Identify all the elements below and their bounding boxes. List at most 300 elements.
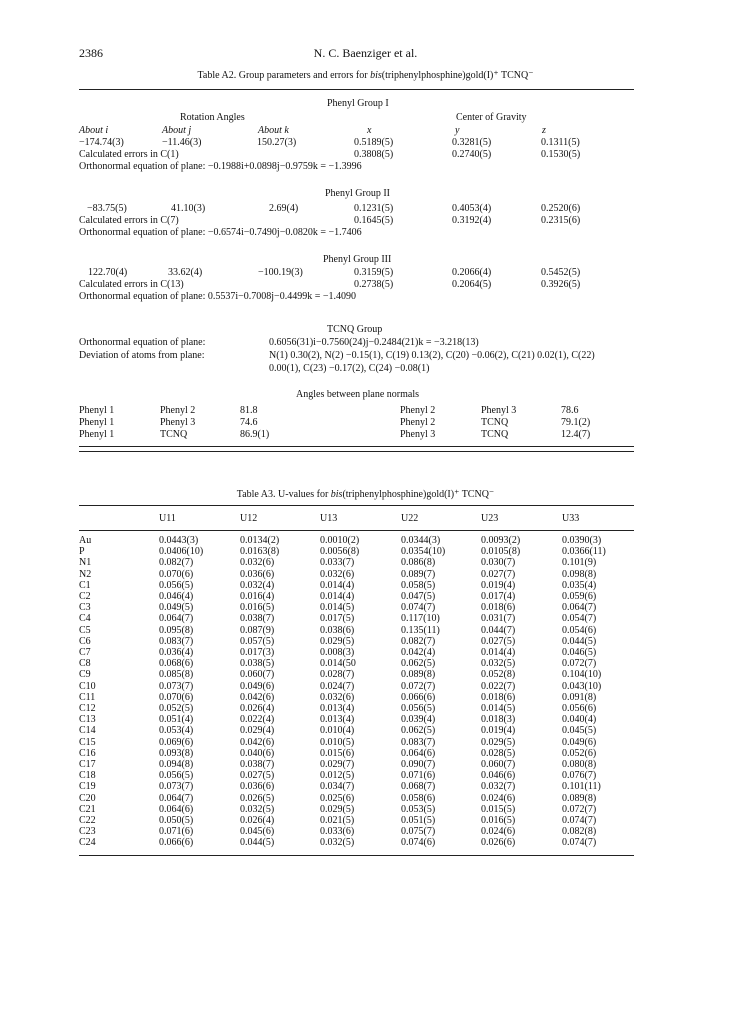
u-value-cell: 0.058(6) [401, 792, 436, 804]
u-value-cell: 0.059(6) [562, 591, 597, 603]
angle-cell-d: Phenyl 3 [481, 405, 517, 416]
u-value-cell: 0.052(6) [562, 747, 597, 759]
u-value-cell: 0.070(6) [159, 568, 194, 580]
u-value-cell: 0.010(5) [320, 736, 355, 748]
u-value-cell: 0.019(4) [481, 725, 516, 737]
u-value-cell: 0.117(10) [401, 613, 440, 625]
u-value-cell: 0.016(5) [240, 602, 275, 614]
u-value-cell: 0.071(6) [159, 826, 194, 838]
u-value-cell: 0.085(8) [159, 669, 194, 681]
u-value-cell: 0.038(7) [240, 613, 275, 625]
table-a3 [79, 535, 634, 849]
u-value-cell: 0.032(5) [481, 658, 516, 670]
u-value-cell: 0.054(6) [562, 624, 597, 636]
column-header: U22 [401, 513, 419, 524]
angle-cell-c: Phenyl 2 [400, 417, 436, 428]
g3-calc-y: 0.2064(5) [452, 279, 492, 290]
u-value-cell: 0.044(5) [562, 635, 597, 647]
atom-label: C12 [79, 703, 96, 715]
u-value-cell: 0.076(7) [562, 770, 597, 782]
angle-cell-w: 78.6 [561, 405, 579, 416]
u-value-cell: 0.064(7) [159, 792, 194, 804]
table-a2-bottom-rule [79, 446, 634, 447]
tcnq-plane-equation: 0.6056(31)i−0.7560(24)j−0.2484(21)k = −3.218(13) [269, 337, 479, 348]
u-value-cell: 0.052(8) [481, 669, 516, 681]
caption-italic: bis [370, 70, 382, 81]
angle-cell-w: 79.1(2) [561, 417, 591, 428]
u-value-cell: 0.0105(8) [481, 546, 521, 558]
angle-cell-a: Phenyl 1 [79, 417, 115, 428]
tcnq-group-title: TCNQ Group [327, 324, 383, 335]
u-value-cell: 0.0344(3) [401, 535, 441, 546]
u-value-cell: 0.046(5) [562, 647, 597, 659]
g2-z: 0.2520(6) [541, 203, 581, 214]
g1-rot-k: 150.27(3) [257, 137, 297, 148]
g1-x: 0.5189(5) [354, 137, 394, 148]
u-value-cell: 0.014(5) [481, 703, 516, 715]
u-value-cell: 0.012(5) [320, 770, 355, 782]
atom-label: C24 [79, 837, 96, 849]
u-value-cell: 0.046(4) [159, 591, 194, 603]
u-value-cell: 0.040(4) [562, 714, 597, 726]
u-value-cell: 0.074(7) [562, 815, 597, 827]
u-value-cell: 0.0354(10) [401, 546, 446, 558]
g3-calc-z: 0.3926(5) [541, 279, 581, 290]
angles-title: Angles between plane normals [296, 389, 420, 400]
u-value-cell: 0.032(6) [240, 557, 275, 569]
u-value-cell: 0.082(8) [562, 826, 597, 838]
atom-label: C7 [79, 647, 91, 659]
u-value-cell: 0.024(6) [481, 792, 516, 804]
u-value-cell: 0.069(6) [159, 736, 194, 748]
u-value-cell: 0.056(5) [159, 579, 194, 591]
u-value-cell: 0.074(7) [401, 602, 436, 614]
u-value-cell: 0.064(7) [159, 613, 194, 625]
u-value-cell: 0.027(7) [481, 568, 516, 580]
u-value-cell: 0.095(8) [159, 624, 194, 636]
u-value-cell: 0.068(6) [159, 658, 194, 670]
table-row [79, 569, 634, 580]
u-value-cell: 0.022(7) [481, 680, 516, 692]
table-row [79, 625, 634, 636]
group3-title: Phenyl Group III [323, 254, 392, 265]
z-header: z [542, 125, 546, 136]
about-j-header: About j [162, 125, 192, 136]
atom-label: P [79, 546, 85, 558]
table-row [79, 580, 634, 591]
g1-calc-z: 0.1530(5) [541, 149, 581, 160]
page-number: 2386 [79, 46, 103, 60]
u-value-cell: 0.074(7) [562, 837, 597, 849]
atom-label: C21 [79, 803, 96, 815]
u-value-cell: 0.060(7) [240, 669, 275, 681]
angle-cell-v: 86.9(1) [240, 429, 270, 440]
u-value-cell: 0.028(7) [320, 669, 355, 681]
u-value-cell: 0.053(4) [159, 725, 194, 737]
u-value-cell: 0.072(7) [401, 680, 436, 692]
u-value-cell: 0.049(5) [159, 602, 194, 614]
atom-label: C17 [79, 759, 96, 771]
table-row [79, 826, 634, 837]
u-value-cell: 0.087(9) [240, 624, 275, 636]
u-value-cell: 0.029(5) [320, 803, 355, 815]
u-value-cell: 0.080(8) [562, 759, 597, 771]
u-value-cell: 0.091(8) [562, 691, 597, 703]
u-value-cell: 0.0056(8) [320, 546, 360, 558]
angle-cell-a: Phenyl 1 [79, 429, 115, 440]
u-value-cell: 0.036(6) [240, 568, 275, 580]
u-value-cell: 0.051(5) [401, 815, 436, 827]
u-value-cell: 0.053(5) [401, 803, 436, 815]
u-value-cell: 0.062(5) [401, 658, 436, 670]
table-row [79, 535, 634, 546]
u-value-cell: 0.056(6) [562, 703, 597, 715]
atom-label: C5 [79, 624, 91, 636]
g2-y: 0.4053(4) [452, 203, 492, 214]
u-value-cell: 0.040(6) [240, 747, 275, 759]
g1-calc-label: Calculated errors in C(1) [79, 149, 179, 160]
u-value-cell: 0.047(5) [401, 591, 436, 603]
y-header: y [455, 125, 460, 136]
atom-label: C6 [79, 635, 91, 647]
u-value-cell: 0.013(4) [320, 703, 355, 715]
u-value-cell: 0.026(6) [481, 837, 516, 849]
u-value-cell: 0.056(5) [159, 770, 194, 782]
angle-cell-a: Phenyl 1 [79, 405, 115, 416]
atom-label: C14 [79, 725, 96, 737]
angle-cell-c: Phenyl 3 [400, 429, 436, 440]
g1-rot-j: −11.46(3) [162, 137, 202, 148]
u-value-cell: 0.049(6) [562, 736, 597, 748]
atom-label: C23 [79, 826, 96, 838]
g3-rot-k: −100.19(3) [258, 267, 303, 278]
u-value-cell: 0.014(4) [320, 591, 355, 603]
table-row [79, 815, 634, 826]
table-row [79, 613, 634, 624]
u-value-cell: 0.051(4) [159, 714, 194, 726]
table-row [79, 703, 634, 714]
table-a3-bottom-rule [79, 855, 634, 856]
u-value-cell: 0.045(6) [240, 826, 275, 838]
u-value-cell: 0.073(7) [159, 680, 194, 692]
u-value-cell: 0.018(3) [481, 714, 516, 726]
u-value-cell: 0.071(6) [401, 770, 436, 782]
tcnq-deviation-line2: 0.00(1), C(23) −0.17(2), C(24) −0.08(1) [269, 363, 430, 374]
u-value-cell: 0.082(7) [401, 635, 436, 647]
u-value-cell: 0.014(4) [320, 579, 355, 591]
g2-calc-label: Calculated errors in C(7) [79, 215, 179, 226]
u-value-cell: 0.019(4) [481, 579, 516, 591]
g2-rot-i: −83.75(5) [87, 203, 127, 214]
u-value-cell: 0.0010(2) [320, 535, 360, 546]
u-value-cell: 0.058(5) [401, 579, 436, 591]
u-value-cell: 0.035(4) [562, 579, 597, 591]
u-value-cell: 0.024(6) [481, 826, 516, 838]
u-value-cell: 0.032(6) [320, 568, 355, 580]
table-row [79, 737, 634, 748]
atom-label: C2 [79, 591, 91, 603]
u-value-cell: 0.013(4) [320, 714, 355, 726]
column-header: U11 [159, 513, 176, 524]
table-row [79, 591, 634, 602]
g1-calc-y: 0.2740(5) [452, 149, 492, 160]
u-value-cell: 0.042(4) [401, 647, 436, 659]
u-value-cell: 0.043(10) [562, 680, 602, 692]
table-row [79, 647, 634, 658]
u-value-cell: 0.033(6) [320, 826, 355, 838]
u-value-cell: 0.024(7) [320, 680, 355, 692]
angle-cell-d: TCNQ [481, 417, 509, 428]
caption-text-end: (triphenylphosphine)gold(I)⁺ TCNQ⁻ [381, 70, 534, 81]
u-value-cell: 0.056(5) [401, 703, 436, 715]
u-value-cell: 0.070(6) [159, 691, 194, 703]
x-header: x [367, 125, 372, 136]
tcnq-deviation-label: Deviation of atoms from plane: [79, 350, 205, 361]
g2-calc-z: 0.2315(6) [541, 215, 581, 226]
u-value-cell: 0.032(4) [240, 579, 275, 591]
g2-plane-equation: Orthonormal equation of plane: −0.6574i−0.7490j−0.0820k = −1.7406 [79, 227, 362, 238]
group2-title: Phenyl Group II [325, 188, 390, 199]
u-value-cell: 0.062(5) [401, 725, 436, 737]
u-value-cell: 0.029(4) [240, 725, 275, 737]
u-value-cell: 0.015(5) [481, 803, 516, 815]
u-value-cell: 0.026(4) [240, 703, 275, 715]
g1-plane-equation: Orthonormal equation of plane: −0.1988i+0.0898j−0.9759k = −1.3996 [79, 161, 362, 172]
u-value-cell: 0.093(8) [159, 747, 194, 759]
table-a2-bottom-rule-2 [79, 451, 634, 452]
angle-cell-c: Phenyl 2 [400, 405, 436, 416]
group1-title: Phenyl Group I [327, 98, 389, 109]
u-value-cell: 0.089(8) [401, 669, 436, 681]
column-header: U13 [320, 513, 338, 524]
column-header: U33 [562, 513, 580, 524]
u-value-cell: 0.083(7) [401, 736, 436, 748]
g3-plane-equation: Orthonormal equation of plane: 0.5537i−0.7008j−0.4499k = −1.4090 [79, 291, 356, 302]
caption-italic: bis [330, 489, 343, 500]
g1-y: 0.3281(5) [452, 137, 492, 148]
g3-calc-x: 0.2738(5) [354, 279, 394, 290]
u-value-cell: 0.075(7) [401, 826, 436, 838]
tcnq-plane-label: Orthonormal equation of plane: [79, 337, 206, 348]
column-header: U23 [481, 513, 499, 524]
u-value-cell: 0.046(6) [481, 770, 516, 782]
u-value-cell: 0.089(7) [401, 568, 436, 580]
atom-label: C20 [79, 792, 96, 804]
u-value-cell: 0.064(7) [562, 602, 597, 614]
u-value-cell: 0.032(5) [320, 837, 355, 849]
u-value-cell: 0.044(5) [240, 837, 275, 849]
u-value-cell: 0.017(5) [320, 613, 355, 625]
caption-text-end: (triphenylphosphine)gold(I)⁺ TCNQ⁻ [342, 489, 495, 500]
atom-label: Au [79, 535, 92, 546]
u-value-cell: 0.049(6) [240, 680, 275, 692]
u-value-cell: 0.016(5) [481, 815, 516, 827]
atom-label: N1 [79, 557, 92, 569]
u-value-cell: 0.014(5) [320, 602, 355, 614]
g2-x: 0.1231(5) [354, 203, 394, 214]
g3-rot-i: 122.70(4) [88, 267, 128, 278]
about-k-header: About k [258, 125, 289, 136]
atom-label: C22 [79, 815, 96, 827]
u-value-cell: 0.072(7) [562, 658, 597, 670]
g3-y: 0.2066(4) [452, 267, 492, 278]
table-a3-header-rule [79, 530, 634, 531]
u-value-cell: 0.008(3) [320, 647, 355, 659]
u-value-cell: 0.038(6) [320, 624, 355, 636]
u-value-cell: 0.0406(10) [159, 546, 204, 558]
u-value-cell: 0.052(5) [159, 703, 194, 715]
angle-cell-v: 81.8 [240, 405, 258, 416]
u-value-cell: 0.026(5) [240, 792, 275, 804]
u-value-cell: 0.018(6) [481, 691, 516, 703]
atom-label: C9 [79, 669, 91, 681]
rotation-angles-heading: Rotation Angles [180, 112, 245, 123]
u-value-cell: 0.014(4) [481, 647, 516, 659]
u-value-cell: 0.072(7) [562, 803, 597, 815]
atom-label: N2 [79, 568, 92, 580]
tcnq-deviation-line1: N(1) 0.30(2), N(2) −0.15(1), C(19) 0.13(2), C(20) −0.06(2), C(21) 0.02(1), C(22) [269, 350, 595, 361]
atom-label: C1 [79, 579, 91, 591]
u-value-cell: 0.135(11) [401, 624, 440, 636]
g3-rot-j: 33.62(4) [168, 267, 203, 278]
u-value-cell: 0.101(11) [562, 781, 601, 793]
u-value-cell: 0.089(8) [562, 792, 597, 804]
atom-label: C19 [79, 781, 96, 793]
u-value-cell: 0.034(7) [320, 781, 355, 793]
u-value-cell: 0.082(7) [159, 557, 194, 569]
u-value-cell: 0.039(4) [401, 714, 436, 726]
column-header: U12 [240, 513, 258, 524]
g2-rot-k: 2.69(4) [269, 203, 299, 214]
u-value-cell: 0.017(3) [240, 647, 275, 659]
u-value-cell: 0.064(6) [159, 803, 194, 815]
atom-label: C3 [79, 602, 91, 614]
table-row [79, 725, 634, 736]
u-value-cell: 0.054(7) [562, 613, 597, 625]
table-row [79, 837, 634, 848]
center-of-gravity-heading: Center of Gravity [456, 112, 527, 123]
u-value-cell: 0.027(5) [240, 770, 275, 782]
u-value-cell: 0.090(7) [401, 759, 436, 771]
u-value-cell: 0.032(6) [320, 691, 355, 703]
u-value-cell: 0.029(7) [320, 759, 355, 771]
g2-calc-y: 0.3192(4) [452, 215, 492, 226]
table-row [79, 692, 634, 703]
u-value-cell: 0.050(5) [159, 815, 194, 827]
u-value-cell: 0.101(9) [562, 557, 597, 569]
table-a2-top-rule [79, 89, 634, 90]
u-value-cell: 0.042(6) [240, 691, 275, 703]
table-row [79, 669, 634, 680]
u-value-cell: 0.025(6) [320, 792, 355, 804]
atom-label: C11 [79, 691, 96, 703]
angle-cell-v: 74.6 [240, 417, 258, 428]
u-value-cell: 0.0366(11) [562, 546, 606, 558]
g3-calc-label: Calculated errors in C(13) [79, 279, 184, 290]
g1-z: 0.1311(5) [541, 137, 580, 148]
g2-calc-x: 0.1645(5) [354, 215, 394, 226]
atom-label: C13 [79, 714, 96, 726]
u-value-cell: 0.0443(3) [159, 535, 199, 546]
u-value-cell: 0.0390(3) [562, 535, 602, 546]
g3-z: 0.5452(5) [541, 267, 581, 278]
u-value-cell: 0.066(6) [159, 837, 194, 849]
u-value-cell: 0.064(6) [401, 747, 436, 759]
caption-text: Table A2. Group parameters and errors for [197, 70, 371, 81]
u-value-cell: 0.098(8) [562, 568, 597, 580]
table-row [79, 770, 634, 781]
u-value-cell: 0.066(6) [401, 691, 436, 703]
u-value-cell: 0.016(4) [240, 591, 275, 603]
about-i-header: About i [79, 125, 109, 136]
table-a3-caption [0, 489, 731, 500]
u-value-cell: 0.032(5) [240, 803, 275, 815]
atom-label: C4 [79, 613, 91, 625]
caption-text: Table A3. U-values for [236, 489, 331, 500]
u-value-cell: 0.074(6) [401, 837, 436, 849]
angle-cell-b: Phenyl 2 [160, 405, 196, 416]
table-row [79, 714, 634, 725]
u-value-cell: 0.094(8) [159, 759, 194, 771]
angle-cell-b: Phenyl 3 [160, 417, 196, 428]
atom-label: C15 [79, 736, 96, 748]
u-value-cell: 0.010(4) [320, 725, 355, 737]
angle-cell-d: TCNQ [481, 429, 509, 440]
u-value-cell: 0.036(6) [240, 781, 275, 793]
g1-calc-x: 0.3808(5) [354, 149, 394, 160]
u-value-cell: 0.021(5) [320, 815, 355, 827]
u-value-cell: 0.083(7) [159, 635, 194, 647]
u-value-cell: 0.014(50 [320, 658, 356, 670]
u-value-cell: 0.0163(8) [240, 546, 280, 558]
atom-label: C16 [79, 747, 96, 759]
table-row [79, 602, 634, 613]
u-value-cell: 0.029(5) [320, 635, 355, 647]
u-value-cell: 0.044(7) [481, 624, 516, 636]
g3-x: 0.3159(5) [354, 267, 394, 278]
atom-label: C18 [79, 770, 96, 782]
u-value-cell: 0.026(4) [240, 815, 275, 827]
u-value-cell: 0.017(4) [481, 591, 516, 603]
u-value-cell: 0.042(6) [240, 736, 275, 748]
u-value-cell: 0.104(10) [562, 669, 602, 681]
table-row [79, 681, 634, 692]
u-value-cell: 0.057(5) [240, 635, 275, 647]
u-value-cell: 0.033(7) [320, 557, 355, 569]
table-a3-top-rule [79, 505, 634, 506]
u-value-cell: 0.045(5) [562, 725, 597, 737]
atom-label: C8 [79, 658, 91, 670]
running-header-authors: N. C. Baenziger et al. [313, 46, 418, 60]
u-value-cell: 0.073(7) [159, 781, 194, 793]
u-value-cell: 0.032(7) [481, 781, 516, 793]
u-value-cell: 0.022(4) [240, 714, 275, 726]
table-row [79, 557, 634, 568]
angle-cell-w: 12.4(7) [561, 429, 591, 440]
u-value-cell: 0.029(5) [481, 736, 516, 748]
table-row [79, 793, 634, 804]
table-row [79, 636, 634, 647]
u-value-cell: 0.036(4) [159, 647, 194, 659]
table-row [79, 759, 634, 770]
u-value-cell: 0.027(5) [481, 635, 516, 647]
u-value-cell: 0.0093(2) [481, 535, 521, 546]
u-value-cell: 0.031(7) [481, 613, 516, 625]
u-value-cell: 0.028(5) [481, 747, 516, 759]
table-a2-caption [0, 70, 731, 81]
u-value-cell: 0.018(6) [481, 602, 516, 614]
table-row [79, 804, 634, 815]
